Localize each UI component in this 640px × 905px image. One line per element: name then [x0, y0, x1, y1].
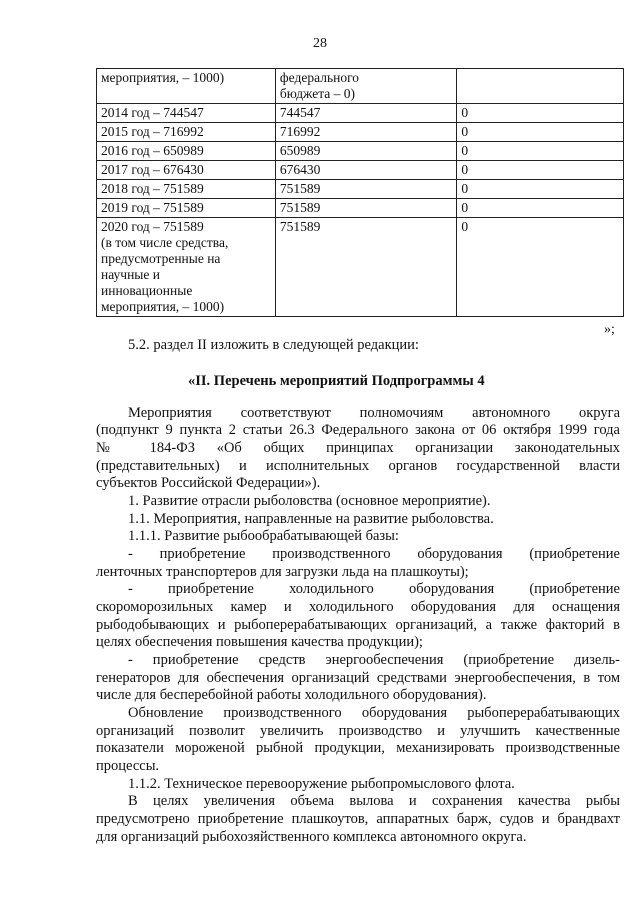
table-row — [97, 69, 624, 104]
cell-line: 2015 год – 716992 — [101, 124, 204, 139]
paragraph-line: В целях увеличения объема вылова и сохранения качества рыбы — [128, 793, 620, 809]
paragraph-line: для организаций рыбохозяйственного комплекса автономного округа. — [96, 829, 527, 845]
budget-table — [96, 68, 624, 317]
table-cell — [457, 199, 624, 218]
table-row — [97, 199, 624, 218]
table-row — [97, 161, 624, 180]
table-cell — [97, 180, 276, 199]
paragraph-line: ленточных транспортеров для загрузки льда на плашкоуты); — [96, 564, 469, 580]
paragraph-line: процессы. — [96, 758, 160, 774]
cell-line: 716992 — [279, 124, 321, 139]
table-cell — [275, 218, 456, 317]
cell-line: 744547 — [279, 105, 321, 120]
table-cell — [97, 218, 276, 317]
cell-line: научные и — [101, 267, 160, 282]
table-cell — [457, 218, 624, 317]
cell-line: 2016 год – 650989 — [101, 143, 204, 158]
table-cell — [97, 69, 276, 104]
list-item: 1.1.2. Техническое перевооружение рыбопромыслового флота. — [128, 776, 515, 792]
cell-line: инновационные — [101, 283, 193, 298]
cell-line: 2018 год – 751589 — [101, 181, 204, 196]
cell-line: 2017 год – 676430 — [101, 162, 204, 177]
paragraph-line: № 184-ФЗ «Об общих принципах организации законодательных — [96, 440, 620, 456]
cell-line: 2019 год – 751589 — [101, 200, 204, 215]
cell-line: (в том числе средства, — [101, 235, 229, 250]
paragraph-line: генераторов для обеспечения организаций средствами энергообеспечения, в том — [96, 670, 620, 686]
paragraph-line: скороморозильных камер и холодильного оборудования для оснащения — [96, 599, 620, 615]
paragraph-line: субъектов Российской Федерации»). — [96, 475, 321, 491]
cell-line: мероприятия, – 1000) — [101, 70, 225, 85]
cell-line: 2020 год – 751589 — [101, 219, 204, 234]
page-number: 28 — [313, 36, 327, 51]
cell-line: 0 — [461, 219, 469, 234]
paragraph-line: рыбодобывающих и рыбоперерабатывающих организаций, а также факторий в — [96, 617, 620, 633]
paragraph-line: организаций позволит увеличить производство и улучшить качественные — [96, 723, 620, 739]
cell-line: предусмотренные на — [101, 251, 221, 266]
cell-line: 2014 год – 744547 — [101, 105, 204, 120]
cell-line: 751589 — [279, 181, 321, 196]
intro-text: 5.2. раздел II изложить в следующей редакции: — [128, 337, 419, 353]
list-item: 1. Развитие отрасли рыболовства (основное мероприятие). — [128, 493, 491, 509]
cell-line: 0 — [461, 162, 469, 177]
cell-line — [461, 70, 619, 86]
cell-line: 676430 — [279, 162, 321, 177]
table-row — [97, 123, 624, 142]
table-cell — [275, 180, 456, 199]
cell-line: 0 — [461, 200, 469, 215]
table-row — [97, 142, 624, 161]
list-item: 1.1.1. Развитие рыбообрабатывающей базы: — [128, 528, 399, 544]
table-cell — [275, 123, 456, 142]
cell-line: 751589 — [279, 200, 321, 215]
paragraph-line: Мероприятия соответствуют полномочиям автономного округа — [128, 405, 620, 421]
table-cell — [275, 69, 456, 104]
table-cell — [97, 142, 276, 161]
list-item: 1.1. Мероприятия, направленные на развитие рыболовства. — [128, 511, 494, 527]
cell-line: 751589 — [279, 219, 321, 234]
table-cell — [97, 123, 276, 142]
table-cell — [275, 142, 456, 161]
list-item: - приобретение производственного оборудования (приобретение — [128, 546, 620, 562]
table-row — [97, 180, 624, 199]
paragraph-line: (подпункт 9 пункта 2 статьи 26.3 Федерального закона от 06 октября 1999 года — [96, 422, 620, 438]
cell-line: 0 — [461, 124, 469, 139]
paragraph-line: (представительных) и исполнительных органов государственной власти — [96, 458, 620, 474]
paragraph-line: целях обеспечения повышения качества продукции); — [96, 634, 423, 650]
cell-line: мероприятия, – 1000) — [101, 299, 225, 314]
paragraph-line: числе для бесперебойной работы холодильного оборудования). — [96, 687, 487, 703]
table-cell — [97, 104, 276, 123]
table-cell — [457, 161, 624, 180]
paragraph-line: Обновление производственного оборудования рыбоперерабатывающих — [128, 705, 620, 721]
table-cell — [457, 69, 624, 104]
table-cell — [275, 161, 456, 180]
table-cell — [97, 199, 276, 218]
section-heading: «II. Перечень мероприятий Подпрограммы 4 — [188, 373, 485, 389]
table-cell — [457, 180, 624, 199]
table-cell — [275, 104, 456, 123]
cell-line: федерального — [279, 70, 360, 85]
cell-line: 0 — [461, 105, 469, 120]
list-item: - приобретение холодильного оборудования (приобретение — [128, 581, 620, 597]
table-cell — [457, 142, 624, 161]
table-row — [97, 218, 624, 317]
table-cell — [457, 104, 624, 123]
cell-line: 650989 — [279, 143, 321, 158]
list-item: - приобретение средств энергообеспечения (приобретение дизель- — [128, 652, 620, 668]
table-row — [97, 104, 624, 123]
cell-line: 0 — [461, 181, 469, 196]
table-cell — [275, 199, 456, 218]
closing-quote: »; — [604, 322, 615, 337]
cell-line: 0 — [461, 143, 469, 158]
paragraph-line: предусмотрено приобретение плашкоутов, аппаратных барж, судов и брандвахт — [96, 811, 620, 827]
cell-line: бюджета – 0) — [279, 86, 356, 101]
table-cell — [457, 123, 624, 142]
table-cell — [97, 161, 276, 180]
paragraph-line: показатели мороженой рыбной продукции, механизировать производственные — [96, 740, 620, 756]
